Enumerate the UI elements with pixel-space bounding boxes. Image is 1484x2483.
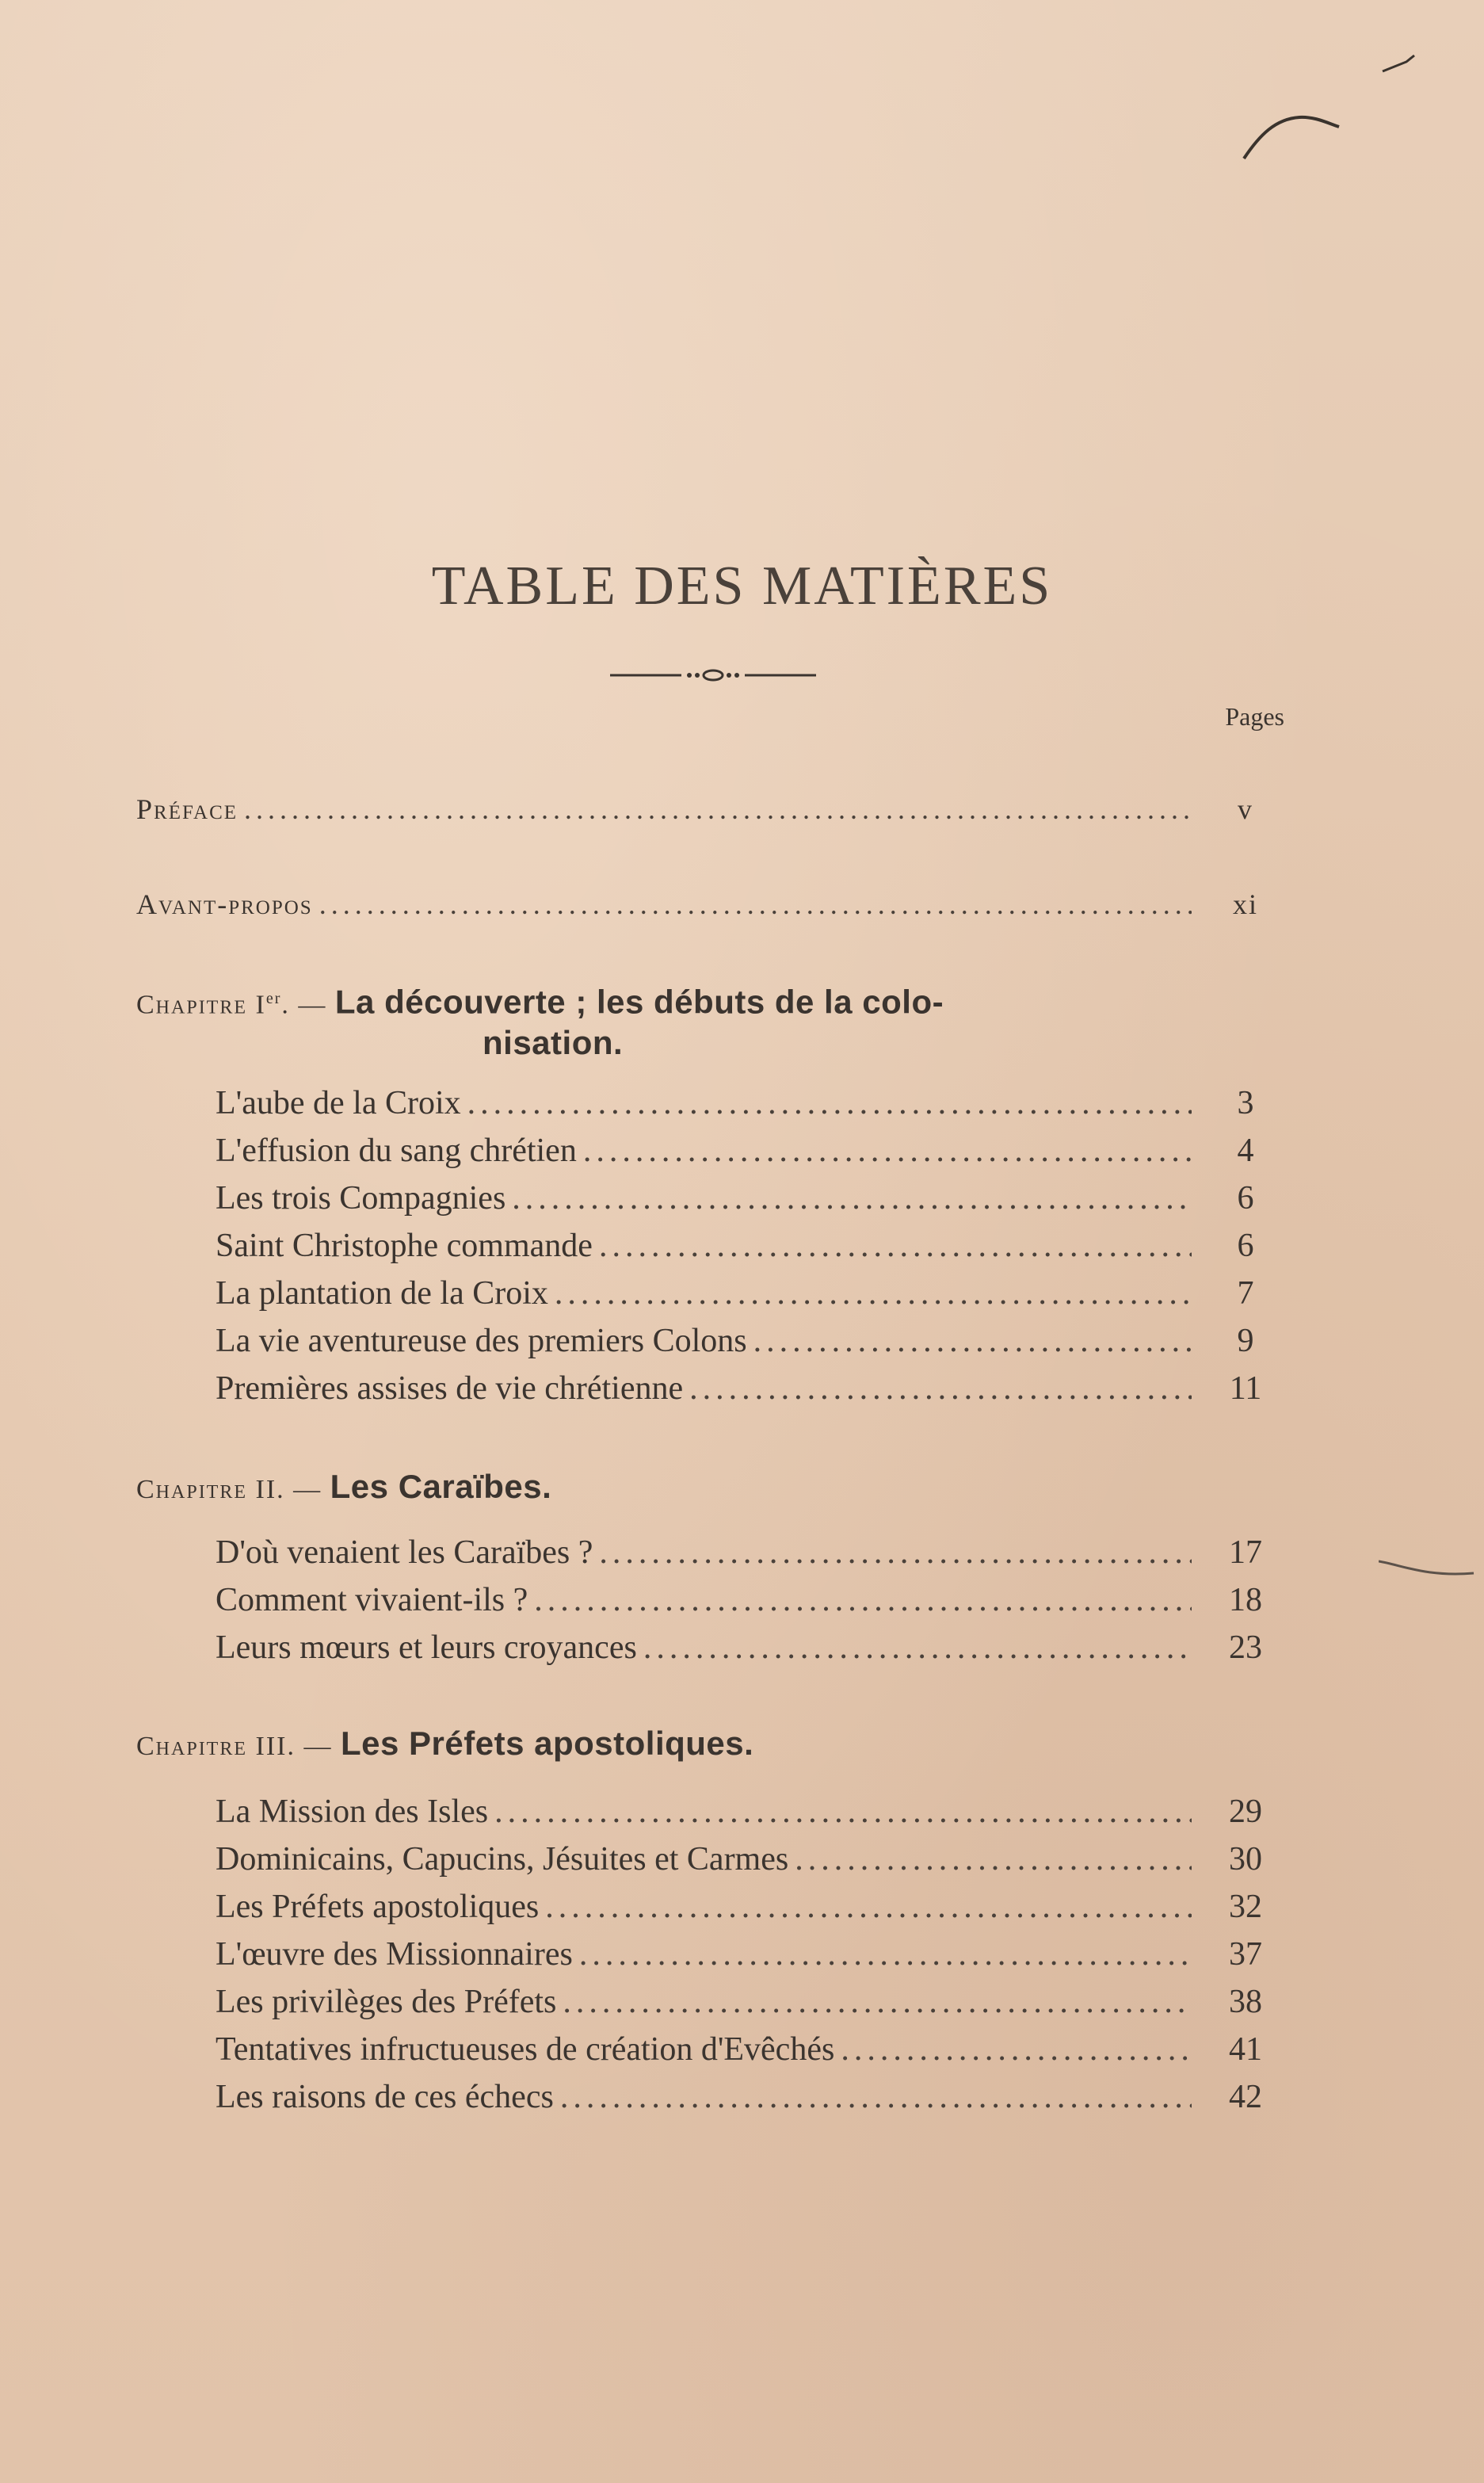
chapter-separator: . —: [281, 990, 335, 1020]
toc-section-page: 6: [1237, 1228, 1254, 1264]
dot-leader: [244, 793, 1192, 826]
toc-section-label: Saint Christophe commande: [216, 1228, 593, 1264]
page-title: TABLE DES MATIÈRES: [431, 556, 1053, 617]
toc-section[interactable]: [216, 1179, 1293, 1217]
toc-section-label: La vie aventureuse des premiers Colons: [216, 1323, 747, 1359]
dot-leader: [545, 1888, 1192, 1926]
corner-mark-icon: [1379, 48, 1426, 79]
toc-section-label: Les raisons de ces échecs: [216, 2079, 554, 2115]
toc-section-page: 32: [1229, 1889, 1262, 1925]
toc-entry-label: Avant-propos: [136, 888, 313, 920]
toc-section[interactable]: [216, 1840, 1293, 1878]
chapter-heading-2[interactable]: [136, 1468, 1198, 1509]
chapter-title: Les Caraïbes.: [330, 1468, 552, 1505]
toc-section-page: 3: [1237, 1085, 1254, 1121]
chapter-heading-1[interactable]: [136, 980, 1198, 1062]
toc-section-page: 23: [1229, 1629, 1262, 1666]
toc-section-page: 38: [1229, 1984, 1262, 2020]
toc-section-label: La Mission des Isles: [216, 1793, 489, 1830]
dot-leader: [319, 888, 1192, 921]
toc-section-page: 29: [1229, 1793, 1262, 1830]
toc-section-label: La plantation de la Croix: [216, 1275, 548, 1312]
chapter-separator: . —: [287, 1732, 341, 1761]
dot-leader: [599, 1227, 1192, 1265]
toc-section[interactable]: [216, 1132, 1293, 1170]
toc-section-label: L'œuvre des Missionnaires: [216, 1936, 573, 1973]
toc-section[interactable]: [216, 1581, 1293, 1619]
dot-leader: [841, 2030, 1192, 2069]
dot-leader: [467, 1084, 1192, 1122]
dot-leader: [560, 2078, 1192, 2116]
toc-section[interactable]: [216, 2030, 1293, 2069]
toc-section[interactable]: [216, 1888, 1293, 1926]
dot-leader: [555, 1274, 1192, 1312]
chapter-title: Les Préfets apostoliques.: [340, 1725, 754, 1762]
toc-section-page: 4: [1237, 1133, 1254, 1169]
dot-leader: [512, 1179, 1192, 1217]
chapter-prefix: Chapitre I: [136, 990, 266, 1020]
toc-section-page: 9: [1237, 1323, 1254, 1359]
toc-section-label: Les trois Compagnies: [216, 1180, 506, 1217]
toc-section-page: 37: [1229, 1936, 1262, 1973]
toc-section[interactable]: [216, 1629, 1293, 1667]
toc-section-label: Les Préfets apostoliques: [216, 1889, 540, 1925]
toc-section[interactable]: [216, 1369, 1293, 1408]
toc-section-label: Leurs mœurs et leurs croyances: [216, 1629, 637, 1666]
toc-entry-label: Préface: [136, 793, 238, 825]
dot-leader: [599, 1534, 1192, 1572]
toc-entry-page: xi: [1232, 888, 1258, 920]
edge-mark: [1379, 1545, 1482, 1593]
toc-section-page: 6: [1237, 1180, 1254, 1217]
dot-leader: [689, 1369, 1192, 1408]
toc-section[interactable]: [216, 1793, 1293, 1831]
toc-section-page: 7: [1237, 1275, 1254, 1312]
toc-section-label: Comment vivaient-ils ?: [216, 1582, 528, 1618]
dot-leader: [579, 1935, 1192, 1973]
dot-leader: [583, 1132, 1192, 1170]
toc-section[interactable]: [216, 1084, 1293, 1122]
toc-entry-page: v: [1238, 793, 1253, 825]
toc-section-page: 30: [1229, 1841, 1262, 1878]
toc-section[interactable]: [216, 1322, 1293, 1360]
pages-column-header: Pages: [1225, 702, 1284, 731]
toc-section-page: 17: [1229, 1534, 1262, 1571]
toc-section[interactable]: [216, 1534, 1293, 1572]
toc-section-label: Tentatives infructueuses de création d'Evêchés: [216, 2031, 835, 2068]
toc-section-label: Premières assises de vie chrétienne: [216, 1370, 684, 1407]
toc-entry-preface[interactable]: [136, 793, 1293, 826]
toc-section[interactable]: [216, 1227, 1293, 1265]
toc-entry-avant-propos[interactable]: [136, 888, 1293, 921]
dot-leader: [563, 1983, 1192, 2021]
toc-section[interactable]: [216, 1935, 1293, 1973]
toc-section-label: L'aube de la Croix: [216, 1085, 461, 1121]
dot-leader: [494, 1793, 1192, 1831]
chapter-separator: . —: [277, 1475, 330, 1504]
chapter-heading-3[interactable]: [136, 1725, 1198, 1766]
pencil-mark: [1220, 48, 1363, 174]
toc-section[interactable]: [216, 1274, 1293, 1312]
toc-section-label: Les privilèges des Préfets: [216, 1984, 557, 2020]
chapter-title-continued: nisation.: [483, 1024, 624, 1062]
toc-section-label: Dominicains, Capucins, Jésuites et Carmes: [216, 1841, 789, 1878]
toc-section-page: 41: [1229, 2031, 1262, 2068]
chapter-prefix-sup: er: [265, 990, 282, 1007]
fleuron-ornament-icon: [610, 666, 816, 685]
toc-section-page: 42: [1229, 2079, 1262, 2115]
dot-leader: [753, 1322, 1192, 1360]
dot-leader: [795, 1840, 1192, 1878]
toc-section-label: D'où venaient les Caraïbes ?: [216, 1534, 593, 1571]
toc-section-page: 18: [1229, 1582, 1262, 1618]
dot-leader: [534, 1581, 1192, 1619]
toc-section[interactable]: [216, 1983, 1293, 2021]
chapter-prefix: Chapitre II: [136, 1475, 277, 1504]
chapter-prefix: Chapitre III: [136, 1732, 288, 1761]
chapter-title: La découverte ; les débuts de la colo-: [334, 983, 944, 1021]
toc-section-label: L'effusion du sang chrétien: [216, 1133, 577, 1169]
toc-section[interactable]: [216, 2078, 1293, 2116]
toc-section-page: 11: [1229, 1370, 1262, 1407]
dot-leader: [643, 1629, 1192, 1667]
